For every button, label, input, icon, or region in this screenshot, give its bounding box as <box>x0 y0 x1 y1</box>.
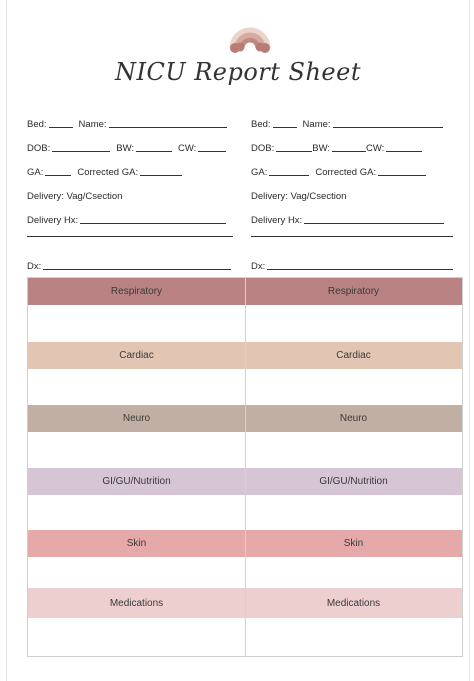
bw-label: BW: <box>116 143 135 154</box>
dx-label: Dx: <box>27 261 42 272</box>
systems-table <box>27 277 463 657</box>
dx-label: Dx: <box>251 261 266 272</box>
name-field[interactable] <box>333 126 443 128</box>
section-label: Cardiac <box>119 350 154 361</box>
patient-info-left <box>27 106 232 226</box>
dob-label: DOB: <box>251 143 275 154</box>
corrected-ga-field[interactable] <box>378 174 426 176</box>
bed-label: Bed: <box>251 119 271 130</box>
delivery-hx-row <box>251 202 456 226</box>
bw-label: BW: <box>312 143 331 154</box>
name-label: Name: <box>302 119 331 130</box>
extra-line-left[interactable] <box>27 236 233 237</box>
bed-field[interactable] <box>273 126 297 128</box>
delivery-hx-label: Delivery Hx: <box>27 215 79 226</box>
section-label: Cardiac <box>336 350 371 361</box>
ga-label: GA: <box>27 167 44 178</box>
section-label: Medications <box>326 597 381 609</box>
delivery-hx-field[interactable] <box>80 222 226 224</box>
section-label: GI/GU/Nutrition <box>102 476 171 487</box>
delivery-row <box>251 178 456 202</box>
dx-left <box>27 248 232 272</box>
report-sheet-page <box>6 0 470 681</box>
name-label: Name: <box>78 119 107 130</box>
extra-line-right[interactable] <box>251 236 453 237</box>
bed-field[interactable] <box>49 126 73 128</box>
section-label: Skin <box>343 538 364 549</box>
dx-field[interactable] <box>267 268 453 270</box>
dx-right <box>251 248 456 272</box>
bed-name-row <box>27 106 232 130</box>
delivery-hx-row <box>27 202 232 226</box>
ga-label: GA: <box>251 167 268 178</box>
dob-field[interactable] <box>52 150 110 152</box>
ga-row <box>27 154 232 178</box>
cw-field[interactable] <box>198 150 226 152</box>
dx-row <box>27 248 232 272</box>
page-title: NICU Report Sheet <box>115 58 361 86</box>
bed-label: Bed: <box>27 119 47 130</box>
delivery-row <box>27 178 232 202</box>
cw-field[interactable] <box>386 150 422 152</box>
column-divider <box>245 278 246 656</box>
section-label: Medications <box>109 597 164 609</box>
delivery-label: Delivery: Vag/Csection <box>251 191 347 202</box>
section-label: GI/GU/Nutrition <box>319 476 388 487</box>
corrected-ga-field[interactable] <box>140 174 182 176</box>
delivery-hx-field[interactable] <box>304 222 444 224</box>
dx-field[interactable] <box>43 268 231 270</box>
dx-row <box>251 248 456 272</box>
dob-bw-cw-row <box>27 130 232 154</box>
dob-label: DOB: <box>27 143 51 154</box>
bw-field[interactable] <box>136 150 172 152</box>
rainbow-cloud-icon <box>226 10 274 54</box>
delivery-label: Delivery: Vag/Csection <box>27 191 123 202</box>
cw-label: CW: <box>366 143 385 154</box>
section-label: Skin <box>126 538 147 549</box>
cw-label: CW: <box>178 143 197 154</box>
ga-field[interactable] <box>45 174 71 176</box>
corrected-ga-label: Corrected GA: <box>77 167 139 178</box>
bed-name-row <box>251 106 456 130</box>
name-field[interactable] <box>109 126 227 128</box>
dob-bw-cw-row <box>251 130 456 154</box>
section-label: Neuro <box>122 413 151 424</box>
delivery-hx-label: Delivery Hx: <box>251 215 303 226</box>
patient-info-right <box>251 106 456 226</box>
ga-row <box>251 154 456 178</box>
dob-field[interactable] <box>276 150 312 152</box>
section-label: Neuro <box>339 413 368 424</box>
bw-field[interactable] <box>332 150 366 152</box>
section-label: Respiratory <box>110 286 163 297</box>
section-label: Respiratory <box>327 286 380 297</box>
corrected-ga-label: Corrected GA: <box>315 167 377 178</box>
ga-field[interactable] <box>269 174 309 176</box>
